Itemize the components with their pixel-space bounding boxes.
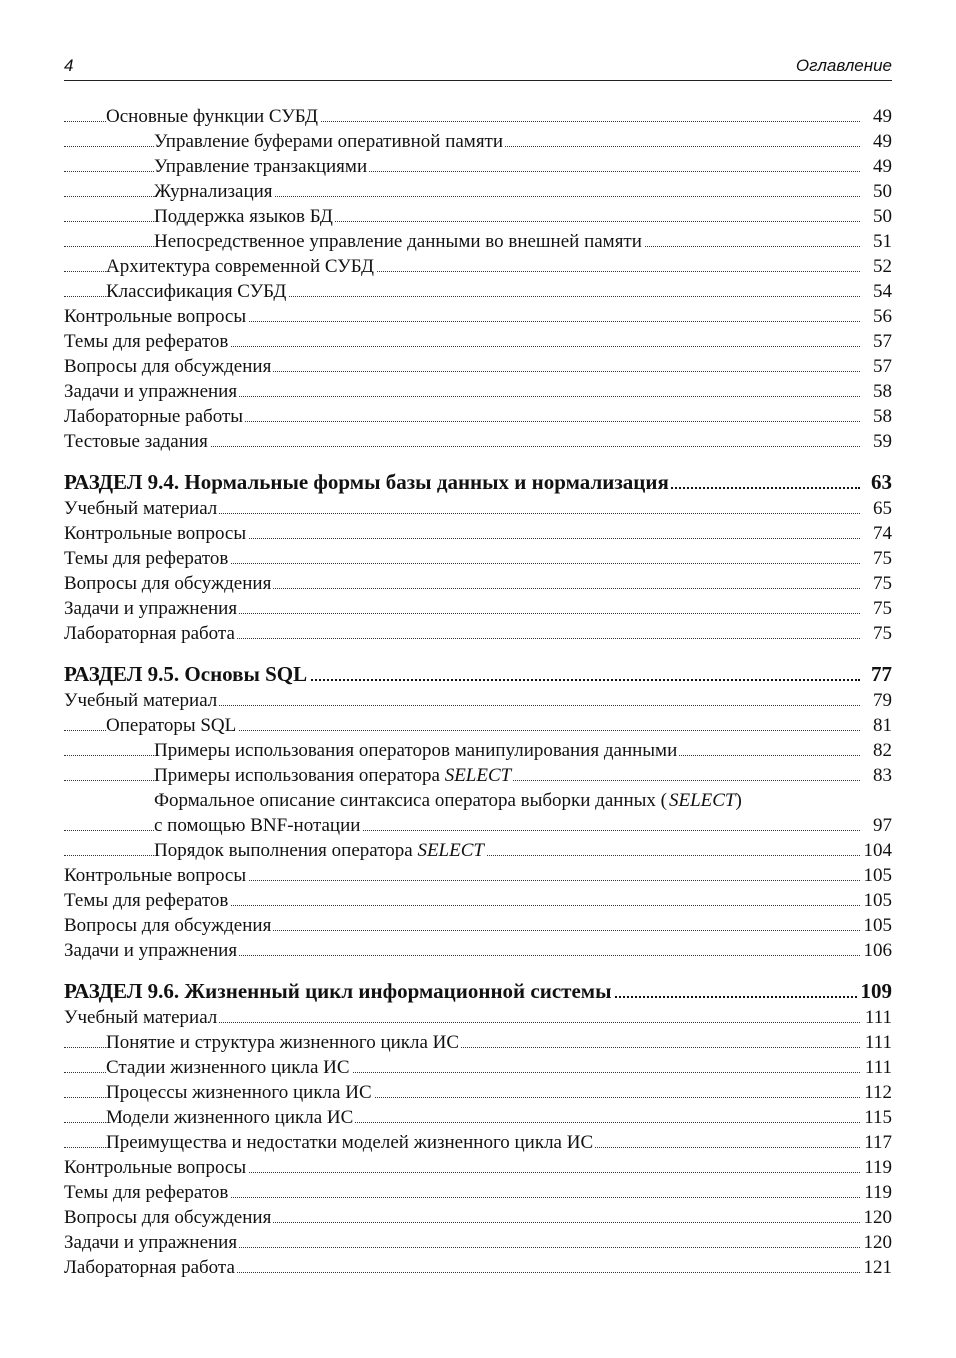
toc-entry-text bbox=[64, 356, 273, 377]
toc-entry-label: Управление буферами оперативной памяти bbox=[154, 131, 504, 152]
toc-entry[interactable] bbox=[64, 229, 892, 254]
toc-page-number: 77 bbox=[868, 660, 892, 688]
toc-page-number: 79 bbox=[870, 688, 892, 713]
toc-entry-text bbox=[106, 281, 288, 302]
toc-entry[interactable] bbox=[64, 379, 892, 404]
toc-entry-text bbox=[64, 1157, 248, 1178]
toc-page-number: 106 bbox=[861, 938, 893, 963]
toc-entry[interactable] bbox=[64, 1155, 892, 1180]
toc-entry[interactable] bbox=[64, 329, 892, 354]
header-page-number: 4 bbox=[64, 56, 74, 75]
running-header bbox=[64, 56, 892, 81]
toc-entry-label: Лабораторные работы bbox=[64, 406, 244, 427]
toc-entry-text bbox=[64, 979, 614, 1003]
toc-entry[interactable] bbox=[64, 179, 892, 204]
toc-page-number: 51 bbox=[870, 229, 892, 254]
toc-entry-label: Лабораторная работа bbox=[64, 1257, 235, 1278]
toc-entry[interactable] bbox=[64, 1255, 892, 1280]
toc-entry-label: Управление транзакциями bbox=[154, 156, 368, 177]
toc-entry-text bbox=[154, 156, 369, 177]
toc-entry-text bbox=[64, 331, 230, 352]
toc-page-number: 105 bbox=[861, 913, 893, 938]
toc-entry-text bbox=[64, 662, 309, 686]
toc-entry-text bbox=[154, 765, 513, 786]
toc-entry[interactable] bbox=[64, 1005, 892, 1030]
toc-entry-label: Поддержка языков БД bbox=[154, 206, 333, 227]
toc-entry[interactable] bbox=[64, 154, 892, 179]
toc-entry[interactable] bbox=[64, 354, 892, 379]
toc-entry-label: Темы для рефератов bbox=[64, 890, 229, 911]
toc-entry-italic: SELECT bbox=[417, 840, 484, 861]
toc-page-number: 50 bbox=[870, 204, 892, 229]
toc-entry-text: Формальное описание синтаксиса оператора выборки данных ( bbox=[154, 790, 667, 811]
toc-entry-text bbox=[64, 915, 273, 936]
toc-entry-label: Вопросы для обсуждения bbox=[64, 356, 272, 377]
toc-page-number: 49 bbox=[870, 154, 892, 179]
toc-entry-text bbox=[64, 573, 273, 594]
toc-entry[interactable] bbox=[64, 913, 892, 938]
toc-entry-text bbox=[154, 206, 335, 227]
toc-page-number: 120 bbox=[861, 1230, 893, 1255]
toc-entry-label: Темы для рефератов bbox=[64, 331, 229, 352]
toc-page-number: 52 bbox=[870, 254, 892, 279]
toc-page-number: 49 bbox=[870, 129, 892, 154]
toc-entry-label: Контрольные вопросы bbox=[64, 523, 247, 544]
toc-entry[interactable] bbox=[64, 838, 892, 863]
toc-entry-text bbox=[64, 940, 239, 961]
toc-entry-text bbox=[154, 181, 275, 202]
toc-entry[interactable] bbox=[64, 104, 892, 129]
toc-entry-text bbox=[64, 470, 671, 494]
toc-entry[interactable] bbox=[64, 813, 892, 838]
toc-entry-text: с помощью BNF-нотации bbox=[154, 815, 361, 836]
toc-entry-text bbox=[64, 1257, 237, 1278]
toc-page-number: 121 bbox=[861, 1255, 893, 1280]
toc-entry-text bbox=[154, 131, 505, 152]
toc-entry[interactable] bbox=[64, 713, 892, 738]
table-of-contents bbox=[64, 104, 892, 1280]
toc-entry[interactable] bbox=[64, 521, 892, 546]
toc-entry-label: Основные функции СУБД bbox=[106, 106, 318, 127]
toc-page-number: 49 bbox=[870, 104, 892, 129]
toc-page-number: 56 bbox=[870, 304, 892, 329]
toc-entry-text bbox=[64, 598, 239, 619]
toc-entry-label: Стадии жизненного цикла ИС bbox=[106, 1057, 350, 1078]
toc-entry-line bbox=[64, 788, 892, 813]
toc-entry-text bbox=[106, 715, 238, 736]
toc-section-heading[interactable] bbox=[64, 977, 892, 1005]
toc-entry[interactable] bbox=[64, 738, 892, 763]
toc-entry[interactable] bbox=[64, 938, 892, 963]
toc-entry-label: Задачи и упражнения bbox=[64, 1232, 238, 1253]
toc-entry-text bbox=[64, 1207, 273, 1228]
toc-page-number: 82 bbox=[870, 738, 892, 763]
toc-page-number: 112 bbox=[861, 1080, 892, 1105]
toc-entry[interactable] bbox=[64, 1130, 892, 1155]
toc-page-number: 74 bbox=[870, 521, 892, 546]
toc-entry-label: Контрольные вопросы bbox=[64, 306, 247, 327]
toc-section-heading[interactable] bbox=[64, 468, 892, 496]
toc-entry-label: Контрольные вопросы bbox=[64, 1157, 247, 1178]
toc-entry-label: Задачи и упражнения bbox=[64, 940, 238, 961]
toc-entry-label: Тестовые задания bbox=[64, 431, 208, 452]
toc-entry-label: Задачи и упражнения bbox=[64, 598, 238, 619]
toc-entry[interactable] bbox=[64, 763, 892, 788]
toc-page-number: 63 bbox=[868, 468, 892, 496]
toc-entry-italic: SELECT bbox=[444, 765, 512, 786]
toc-page-number: 75 bbox=[870, 596, 892, 621]
toc-page-number: 111 bbox=[862, 1055, 892, 1080]
toc-entry-label: Журнализация bbox=[154, 181, 273, 202]
toc-entry-text bbox=[64, 406, 245, 427]
toc-page-number: 54 bbox=[870, 279, 892, 304]
toc-entry[interactable] bbox=[64, 1055, 892, 1080]
toc-entry-label: Учебный материал bbox=[64, 498, 218, 519]
toc-entry-text bbox=[106, 256, 376, 277]
toc-entry-italic: SELECT bbox=[668, 790, 736, 811]
toc-entry-label: Процессы жизненного цикла ИС bbox=[106, 1082, 372, 1103]
toc-entry-text bbox=[106, 1107, 355, 1128]
toc-entry-text bbox=[106, 1032, 461, 1053]
toc-entry-label: РАЗДЕЛ 9.6. Жизненный цикл информационной системы bbox=[64, 979, 612, 1003]
toc-page-number: 120 bbox=[861, 1205, 893, 1230]
toc-entry-text bbox=[64, 523, 248, 544]
toc-page-number: 105 bbox=[861, 863, 893, 888]
toc-entry-text bbox=[106, 1057, 352, 1078]
toc-page-number: 81 bbox=[870, 713, 892, 738]
toc-entry-label: Вопросы для обсуждения bbox=[64, 1207, 272, 1228]
toc-entry-label: Темы для рефератов bbox=[64, 1182, 229, 1203]
toc-page-number: 57 bbox=[870, 329, 892, 354]
toc-entry-label: Вопросы для обсуждения bbox=[64, 573, 272, 594]
toc-section-heading[interactable] bbox=[64, 660, 892, 688]
toc-entry[interactable] bbox=[64, 596, 892, 621]
toc-page-number: 109 bbox=[858, 977, 893, 1005]
toc-entry-label: Задачи и упражнения bbox=[64, 381, 238, 402]
toc-entry[interactable] bbox=[64, 888, 892, 913]
toc-entry-label: РАЗДЕЛ 9.4. Нормальные формы базы данных и нормализация bbox=[64, 470, 669, 494]
toc-entry[interactable] bbox=[64, 1105, 892, 1130]
toc-entry[interactable] bbox=[64, 571, 892, 596]
toc-entry-text bbox=[154, 740, 679, 761]
toc-entry-text bbox=[106, 106, 320, 127]
toc-page-number: 75 bbox=[870, 571, 892, 596]
toc-entry-label: Классификация СУБД bbox=[106, 281, 287, 302]
toc-entry[interactable] bbox=[64, 279, 892, 304]
toc-entry-label: Примеры использования операторов манипулирования данными bbox=[154, 740, 678, 761]
toc-entry[interactable] bbox=[64, 863, 892, 888]
toc-entry[interactable] bbox=[64, 254, 892, 279]
toc-entry-text bbox=[64, 381, 239, 402]
toc-entry-label: РАЗДЕЛ 9.5. Основы SQL bbox=[64, 662, 308, 686]
toc-entry-label: Порядок выполнения оператора bbox=[154, 840, 418, 861]
toc-entry-text bbox=[64, 1232, 239, 1253]
toc-entry[interactable] bbox=[64, 1080, 892, 1105]
toc-entry-label: Учебный материал bbox=[64, 1007, 218, 1028]
toc-entry-text bbox=[154, 840, 486, 861]
toc-page-number: 119 bbox=[861, 1180, 892, 1205]
toc-entry[interactable] bbox=[64, 304, 892, 329]
toc-page-number: 75 bbox=[870, 621, 892, 646]
toc-entry[interactable] bbox=[64, 1180, 892, 1205]
toc-entry-label: Модели жизненного цикла ИС bbox=[106, 1107, 354, 1128]
toc-entry-text bbox=[64, 1182, 230, 1203]
toc-entry-text bbox=[64, 890, 230, 911]
toc-page-number: 57 bbox=[870, 354, 892, 379]
toc-entry[interactable] bbox=[64, 1030, 892, 1055]
toc-page-number: 65 bbox=[870, 496, 892, 521]
toc-entry-text bbox=[64, 1007, 219, 1028]
toc-entry-label: Примеры использования оператора bbox=[154, 765, 445, 786]
toc-entry-text bbox=[64, 498, 219, 519]
toc-entry-label: Архитектура современной СУБД bbox=[106, 256, 374, 277]
toc-entry-text bbox=[106, 1082, 374, 1103]
toc-entry-text bbox=[64, 865, 248, 886]
toc-entry[interactable] bbox=[64, 546, 892, 571]
toc-entry[interactable] bbox=[64, 496, 892, 521]
toc-entry[interactable] bbox=[64, 129, 892, 154]
toc-page-number: 111 bbox=[862, 1030, 892, 1055]
toc-entry-label: Непосредственное управление данными во внешней памяти bbox=[154, 231, 642, 252]
toc-entry[interactable] bbox=[64, 621, 892, 646]
toc-entry-text bbox=[154, 231, 644, 252]
toc-entry-label: Преимущества и недостатки моделей жизненного цикла ИС bbox=[106, 1132, 594, 1153]
toc-entry[interactable] bbox=[64, 1230, 892, 1255]
toc-entry-label: Контрольные вопросы bbox=[64, 865, 247, 886]
toc-page-number: 58 bbox=[870, 404, 892, 429]
toc-entry-text bbox=[64, 690, 219, 711]
toc-page-number: 105 bbox=[861, 888, 893, 913]
toc-page-number: 115 bbox=[861, 1105, 892, 1130]
toc-entry-text bbox=[64, 623, 237, 644]
toc-page-number: 104 bbox=[861, 838, 893, 863]
header-title: Оглавление bbox=[795, 56, 892, 75]
toc-entry[interactable] bbox=[64, 1205, 892, 1230]
toc-page-number: 75 bbox=[870, 546, 892, 571]
toc-page-number: 50 bbox=[870, 179, 892, 204]
toc-page-number: 59 bbox=[870, 429, 892, 454]
toc-page-number: 117 bbox=[861, 1130, 892, 1155]
toc-page-number: 83 bbox=[870, 763, 892, 788]
toc-entry-label: Вопросы для обсуждения bbox=[64, 915, 272, 936]
toc-entry-text bbox=[64, 548, 230, 569]
toc-entry-label: Понятие и структура жизненного цикла ИС bbox=[106, 1032, 460, 1053]
toc-page-number: 119 bbox=[861, 1155, 892, 1180]
toc-entry[interactable] bbox=[64, 429, 892, 454]
toc-entry-label: Операторы SQL bbox=[106, 715, 237, 736]
toc-entry[interactable] bbox=[64, 204, 892, 229]
toc-entry[interactable] bbox=[64, 688, 892, 713]
toc-entry-after: ) bbox=[735, 790, 742, 811]
toc-entry-text bbox=[106, 1132, 595, 1153]
toc-entry-label: Темы для рефератов bbox=[64, 548, 229, 569]
toc-entry-label: Лабораторная работа bbox=[64, 623, 235, 644]
toc-page-number: 97 bbox=[870, 813, 892, 838]
toc-page-number: 58 bbox=[870, 379, 892, 404]
toc-entry-text bbox=[64, 306, 248, 327]
toc-entry[interactable] bbox=[64, 404, 892, 429]
toc-page-number: 111 bbox=[862, 1005, 892, 1030]
toc-entry-label: Учебный материал bbox=[64, 690, 218, 711]
toc-entry-text bbox=[64, 431, 210, 452]
